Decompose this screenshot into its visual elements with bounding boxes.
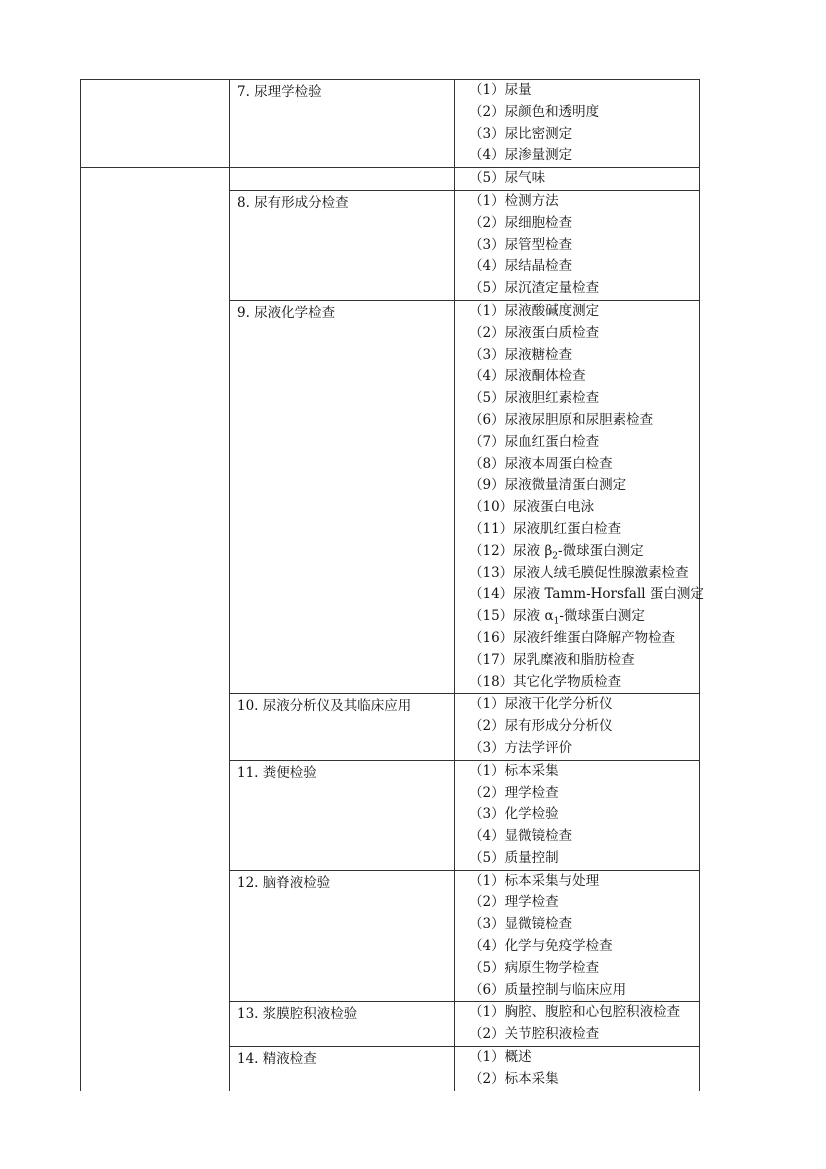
subtopic-item: （1）尿液酸碱度测定 bbox=[469, 302, 600, 319]
subtopic-item: （16）尿液纤维蛋白降解产物检查 bbox=[469, 629, 676, 646]
subtopic-item: （1）胸腔、腹腔和心包腔积液检查 bbox=[469, 1004, 681, 1021]
subtopic-cell bbox=[455, 80, 700, 168]
subtopic-item: （6）质量控制与临床应用 bbox=[469, 981, 627, 998]
subtopic-item: （4）尿结晶检查 bbox=[469, 258, 573, 275]
topic-title: 7. 尿理学检验 bbox=[237, 84, 322, 100]
subtopic-item: （3）尿液糖检查 bbox=[469, 346, 573, 363]
subtopic-cell bbox=[455, 760, 700, 870]
subtopic-item: （8）尿液本周蛋白检查 bbox=[469, 455, 613, 472]
table-row bbox=[81, 168, 700, 191]
subtopic-item: （4）化学与免疫学检查 bbox=[469, 938, 613, 955]
subtopic-cell bbox=[455, 168, 700, 191]
subtopic-item: （3）化学检验 bbox=[469, 806, 559, 823]
subtopic-cell bbox=[455, 870, 700, 1002]
subtopic-item: （9）尿液微量清蛋白测定 bbox=[469, 477, 627, 494]
subtopic-list bbox=[455, 80, 699, 167]
subtopic-item: （3）尿比密测定 bbox=[469, 125, 573, 142]
subtopic-item: （2）尿细胞检查 bbox=[469, 214, 573, 231]
subtopic-item: （13）尿液人绒毛膜促性腺激素检查 bbox=[469, 564, 689, 581]
subtopic-item: （2）尿颜色和透明度 bbox=[469, 103, 600, 120]
subtopic-list bbox=[455, 301, 704, 693]
subtopic-list bbox=[455, 191, 699, 300]
subtopic-item: （2）尿液蛋白质检查 bbox=[469, 324, 600, 341]
topic-cell bbox=[230, 1047, 455, 1091]
subtopic-item bbox=[469, 606, 699, 628]
topic-cell bbox=[230, 190, 455, 300]
subtopic-cell bbox=[455, 1002, 700, 1047]
subtopic-item: （5）尿气味 bbox=[469, 170, 546, 187]
subtopic-item: （17）尿乳糜液和脂肪检查 bbox=[469, 651, 635, 668]
subtopic-item: （3）尿管型检查 bbox=[469, 236, 573, 253]
subtopic-item: （3）显微镜检查 bbox=[469, 916, 573, 933]
subscript-number: 1 bbox=[553, 616, 560, 627]
topic-cell bbox=[230, 1002, 455, 1047]
table-row bbox=[81, 80, 700, 168]
subtopic-cell bbox=[455, 300, 704, 693]
subtopic-item: （5）尿沉渣定量检查 bbox=[469, 280, 600, 297]
subtopic-list bbox=[455, 168, 699, 190]
subtopic-item: （2）关节腔积液检查 bbox=[469, 1026, 600, 1043]
topic-title: 8. 尿有形成分检查 bbox=[237, 194, 349, 211]
subtopic-list bbox=[455, 871, 699, 1002]
subtopic-item: （1）尿量 bbox=[469, 82, 532, 98]
subtopic-text-tail: -微球蛋白测定 bbox=[558, 542, 644, 559]
subtopic-cell bbox=[455, 190, 700, 300]
subtopic-item: （1）检测方法 bbox=[469, 192, 559, 209]
subtopic-list bbox=[455, 1002, 699, 1046]
topic-title: 14. 精液检查 bbox=[237, 1051, 317, 1068]
topic-cell bbox=[230, 870, 455, 1002]
subtopic-item: （1）概述 bbox=[469, 1049, 532, 1066]
subtopic-item: （6）尿液尿胆原和尿胆素检查 bbox=[469, 411, 654, 428]
subtopic-cell bbox=[455, 694, 700, 760]
subtopic-item: （5）病原生物学检查 bbox=[469, 959, 600, 976]
subtopic-item: （3）方法学评价 bbox=[469, 739, 573, 756]
topic-title: 10. 尿液分析仪及其临床应用 bbox=[237, 698, 412, 715]
subtopic-item: （7）尿血红蛋白检查 bbox=[469, 433, 600, 450]
subtopic-item: （4）尿液酮体检查 bbox=[469, 368, 586, 385]
syllabus-table bbox=[80, 79, 704, 1091]
subtopic-text-tail: -微球蛋白测定 bbox=[559, 608, 645, 625]
subtopic-item: （4）显微镜检查 bbox=[469, 828, 573, 845]
subtopic-item: （1）标本采集 bbox=[469, 762, 559, 779]
subtopic-list bbox=[455, 761, 699, 870]
subtopic-item: （18）其它化学物质检查 bbox=[469, 673, 622, 690]
subtopic-list bbox=[455, 1047, 699, 1091]
topic-title bbox=[230, 168, 454, 170]
topic-title: 11. 粪便检验 bbox=[237, 764, 317, 781]
topic-title: 12. 脑脊液检验 bbox=[237, 874, 331, 891]
topic-cell bbox=[230, 300, 455, 693]
topic-cell bbox=[230, 80, 455, 168]
subscript-number: 2 bbox=[552, 551, 559, 562]
subtopic-item: （2）理学检查 bbox=[469, 784, 559, 801]
topic-cell bbox=[230, 694, 455, 760]
subtopic-item: （2）标本采集 bbox=[469, 1070, 559, 1087]
subtopic-text: （12）尿液 β bbox=[469, 542, 553, 559]
subtopic-item: （5）尿液胆红素检查 bbox=[469, 390, 600, 407]
subtopic-text: （15）尿液 α bbox=[469, 608, 554, 625]
subtopic-item: （10）尿液蛋白电泳 bbox=[469, 499, 595, 516]
topic-title: 13. 浆膜腔积液检验 bbox=[237, 1006, 358, 1023]
subtopic-item: （14）尿液 Tamm-Horsfall 蛋白测定 bbox=[469, 586, 704, 603]
subtopic-item: （11）尿液肌红蛋白检查 bbox=[469, 520, 622, 537]
subtopic-item: （5）质量控制 bbox=[469, 849, 559, 866]
subtopic-item: （2）尿有形成分分析仪 bbox=[469, 718, 613, 735]
category-cell bbox=[81, 168, 230, 1091]
topic-title: 9. 尿液化学检查 bbox=[237, 304, 336, 321]
category-cell bbox=[81, 80, 230, 168]
subtopic-item bbox=[469, 541, 699, 563]
subtopic-list bbox=[455, 694, 699, 759]
subtopic-item: （1）标本采集与处理 bbox=[469, 872, 600, 889]
topic-cell bbox=[230, 760, 455, 870]
subtopic-cell bbox=[455, 1047, 700, 1091]
subtopic-item: （1）尿液干化学分析仪 bbox=[469, 696, 613, 713]
subtopic-item: （2）理学检查 bbox=[469, 894, 559, 911]
subtopic-item: （4）尿渗量测定 bbox=[469, 147, 573, 164]
topic-cell bbox=[230, 168, 455, 191]
